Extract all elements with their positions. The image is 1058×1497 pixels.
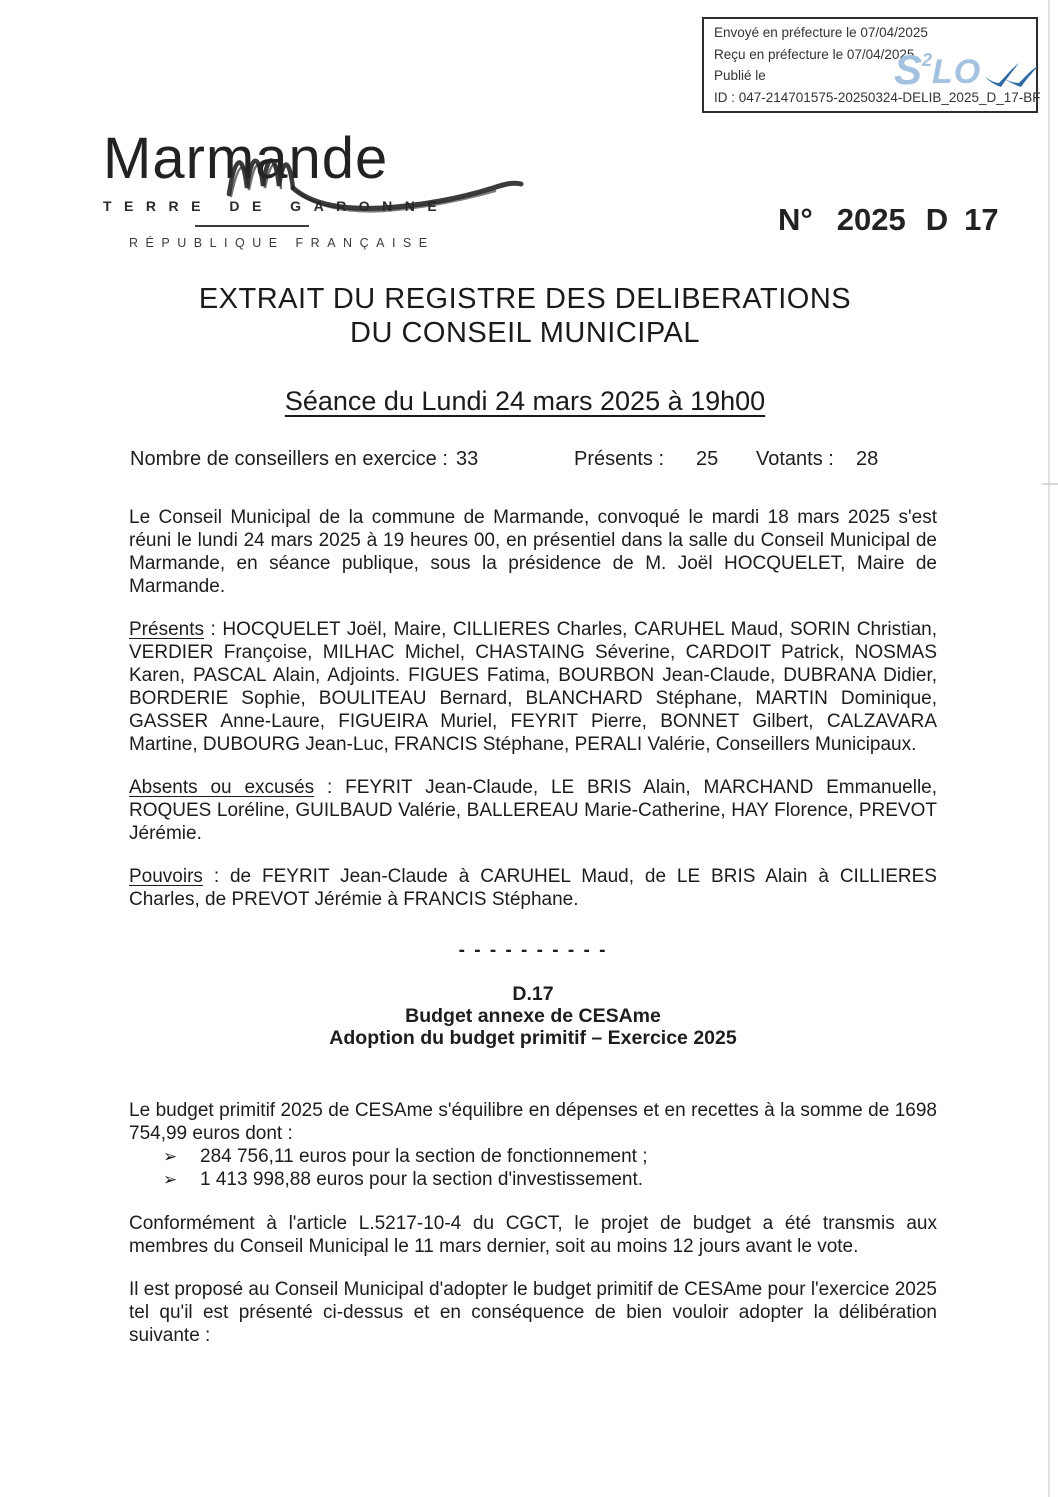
city-tagline: TERRE DE GARONNE (103, 198, 450, 214)
city-logo (103, 126, 450, 250)
budget-bullet-list (129, 1145, 937, 1191)
stamp-published-line: Publié le (714, 68, 766, 84)
stamp-id-line: ID : 047-214701575-20250324-DELIB_2025_D_17-BF (714, 89, 1041, 105)
absents-label: Absents ou excusés (129, 777, 315, 798)
presents-text: : HOCQUELET Joël, Maire, CILLIERES Charles, CARUHEL Maud, SORIN Christian, VERDIER Françoise, MILHAC Michel, CHASTAING Séverine, CARDOIT Patrick, NOSMAS Karen, PASCAL Alain, Adjoints. FIGUES Fatima, BOURBON Jean-Claude, DUBRANA Didier, BORDERIE Sophie, BOULITEAU Bernard, BLANCHARD Stéphane, MARTIN Dominique, GASSER Anne-Laure, FIGUEIRA Muriel, FEYRIT Pierre, BONNET Gilbert, CALZAVARA Martine, DUBOURG Jean-Luc, FRANCIS Stéphane, PERALI Valérie, Conseillers Municipaux. (129, 619, 937, 755)
stamp-received-line: Reçu en préfecture le 07/04/2025 (714, 46, 915, 62)
scan-artifact-tick (1042, 483, 1058, 485)
budget-bullet-fonctionnement-text: 284 756,11 euros pour la section de fonctionnement ; (200, 1146, 648, 1167)
arrow-bullet-icon: ➢ (163, 1170, 178, 1189)
pouvoirs-label: Pouvoirs (129, 866, 203, 887)
absents-paragraph (129, 776, 937, 845)
logo-divider (195, 225, 309, 227)
s2lo-logo (894, 46, 1045, 93)
section-separator: - - - - - - - - - - (458, 940, 608, 961)
proposal-paragraph: Il est proposé au Conseil Municipal d'adopter le budget primitif de CESAme pour l'exercice 2025 tel qu'il est présenté ci-dessus et en conséquence de bien vouloir adopter la délibération suivante : (129, 1279, 937, 1346)
ref-number: 17 (964, 202, 999, 237)
deliberation-number: D.17 (512, 983, 554, 1005)
ref-no: N° (778, 202, 813, 237)
document-body (129, 506, 937, 1347)
session-title-text: Séance du Lundi 24 mars 2025 à 19h00 (284, 386, 766, 416)
stamp-sent-line: Envoyé en préfecture le 07/04/2025 (714, 25, 928, 40)
deliberation-subject: Budget annexe de CESAme (405, 1005, 661, 1027)
deliberation-reference (778, 202, 999, 238)
votants-count-value: 28 (856, 448, 879, 470)
presents-paragraph (129, 618, 937, 756)
document-title-line2: DU CONSEIL MUNICIPAL (350, 317, 700, 349)
absents-text: : FEYRIT Jean-Claude, LE BRIS Alain, MARCHAND Emmanuelle, ROQUES Loréline, GUILBAUD Valérie, BALLEREAU Marie-Catherine, HAY Florence, PREVOT Jérémie. (129, 777, 938, 844)
conformity-paragraph: Conformément à l'article L.5217-10-4 du CGCT, le projet de budget a été transmis aux membres du Conseil Municipal le 11 mars dernier, soit au moins 12 jours avant le vote. (129, 1213, 937, 1257)
presents-label: Présents (129, 619, 204, 640)
budget-bullet-fonctionnement (163, 1145, 937, 1168)
ref-letter: D (925, 202, 949, 237)
councillor-counts-row (130, 448, 950, 476)
republique-francaise-label: RÉPUBLIQUE FRANÇAISE (129, 236, 435, 250)
exercice-count-label: Nombre de conseillers en exercice : (130, 448, 448, 470)
exercice-count-value: 33 (456, 448, 479, 470)
s2lo-superscript-2: 2 (922, 50, 933, 70)
presents-count-value: 25 (696, 448, 719, 470)
scan-artifact-line (1048, 0, 1050, 1497)
intro-paragraph: Le Conseil Municipal de la commune de Marmande, convoqué le mardi 18 mars 2025 s'est réuni le lundi 24 mars 2025 à 19 heures 00, en présentiel dans la salle du Conseil Municipal de Marmande, en séance publique, sous la présidence de M. Joël HOCQUELET, Maire de Marmande. (129, 507, 937, 597)
s2lo-letters-lo: LO (932, 53, 982, 91)
presents-count-label: Présents : (574, 448, 665, 470)
s2lo-letter-s: S (894, 46, 923, 93)
votants-count-label: Votants : (756, 448, 834, 470)
pouvoirs-paragraph (129, 865, 937, 911)
ref-year: 2025 (836, 202, 906, 237)
s2lo-bird-icon (983, 59, 1045, 93)
budget-intro-paragraph: Le budget primitif 2025 de CESAme s'équilibre en dépenses et en recettes à la somme de 1698 754,99 euros dont : (129, 1100, 937, 1144)
session-title (0, 386, 1050, 417)
city-name: Marmande (103, 126, 389, 191)
arrow-bullet-icon: ➢ (163, 1147, 178, 1166)
deliberation-heading (129, 983, 937, 1049)
pouvoirs-text: : de FEYRIT Jean-Claude à CARUHEL Maud, de LE BRIS Alain à CILLIERES Charles, de PREVOT Jérémie à FRANCIS Stéphane. (129, 866, 937, 910)
budget-bullet-investissement (163, 1168, 937, 1191)
deliberation-subtitle: Adoption du budget primitif – Exercice 2025 (329, 1027, 737, 1049)
prefecture-stamp (702, 17, 1041, 113)
budget-bullet-investissement-text: 1 413 998,88 euros pour la section d'investissement. (200, 1169, 644, 1190)
document-title-line1: EXTRAIT DU REGISTRE DES DELIBERATIONS (198, 283, 852, 315)
document-title (0, 282, 1050, 350)
